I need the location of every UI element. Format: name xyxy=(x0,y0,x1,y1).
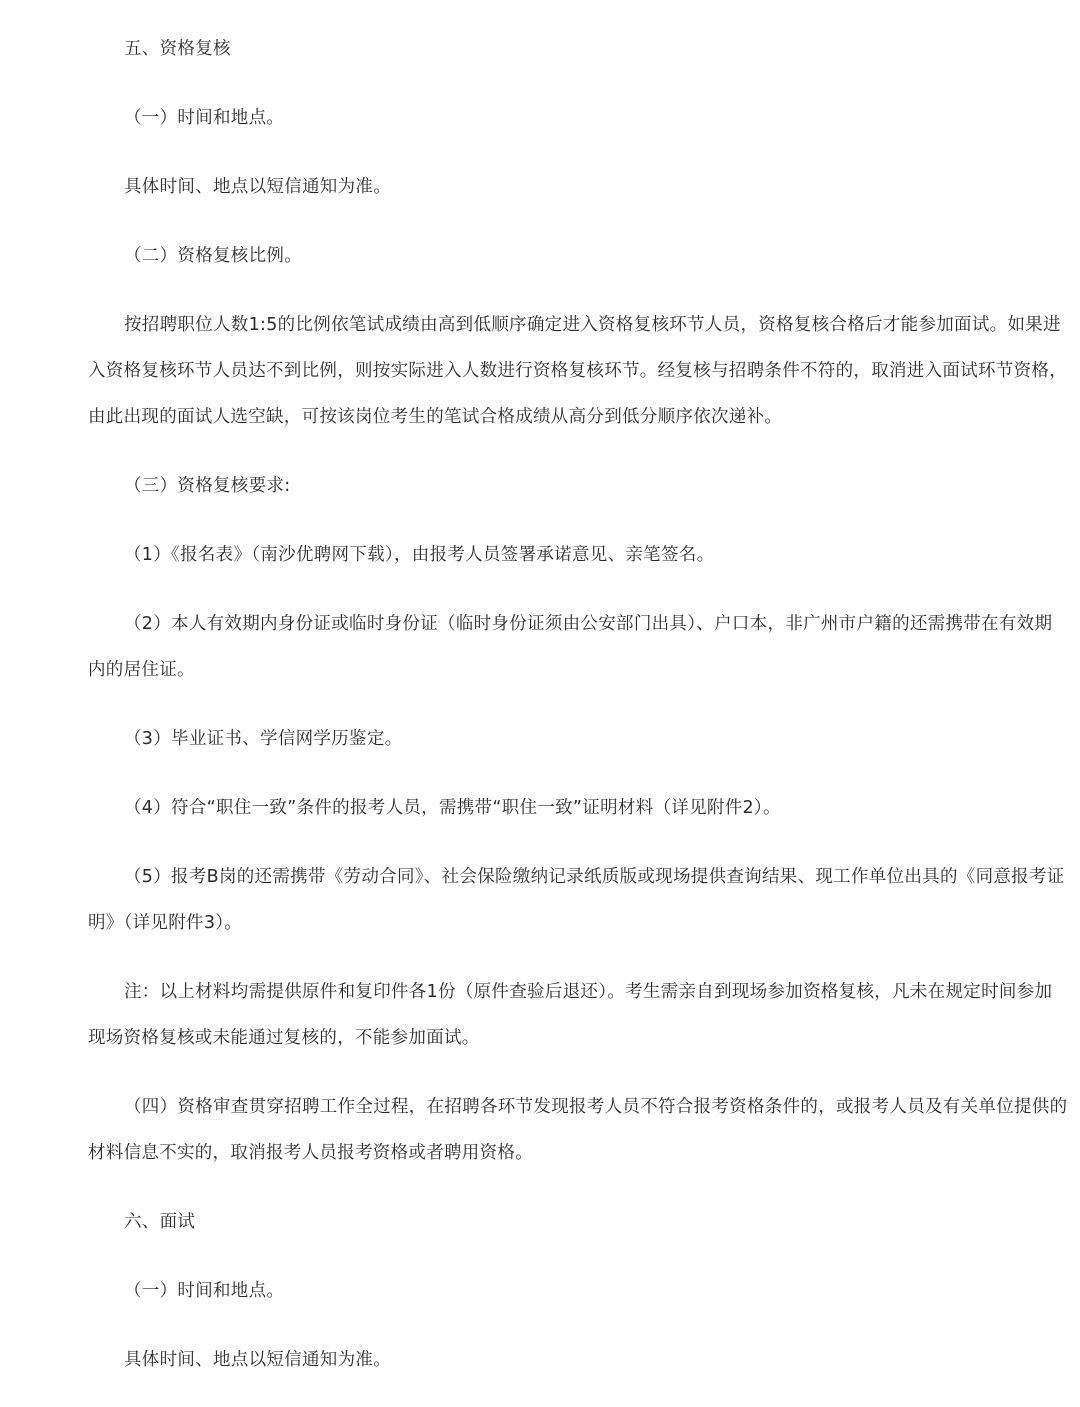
subheading-review-ratio: （二）资格复核比例。 xyxy=(124,246,302,266)
subheading-time-place: （一）时间和地点。 xyxy=(124,108,285,128)
section-heading-interview: 六、面试 xyxy=(124,1212,196,1232)
subheading-interview-time-place: （一）时间和地点。 xyxy=(124,1281,285,1301)
paragraph-time-place-notice: 具体时间、地点以短信通知为准。 xyxy=(124,177,391,197)
list-item-1: （1）《报名表》（南沙优聘网下载），由报考人员签署承诺意见、亲笔签名。 xyxy=(124,545,715,565)
list-item-3: （3）毕业证书、学信网学历鉴定。 xyxy=(124,729,403,749)
paragraph-note: 注：以上材料均需提供原件和复印件各1份（原件查验后退还）。考生需亲自到现场参加资格复核，凡未在规定时间参加现场资格复核或未能通过复核的，不能参加面试。 xyxy=(88,982,1053,1048)
section-heading-qualification-review: 五、资格复核 xyxy=(124,39,231,59)
list-item-4: （4）符合“职住一致”条件的报考人员，需携带“职住一致”证明材料（详见附件2）。 xyxy=(124,798,781,818)
subheading-review-requirements: （三）资格复核要求: xyxy=(124,476,291,496)
list-item-2: （2）本人有效期内身份证或临时身份证（临时身份证须由公安部门出具）、户口本，非广州市户籍的还需携带在有效期内的居住证。 xyxy=(88,614,1053,680)
paragraph-interview-notice: 具体时间、地点以短信通知为准。 xyxy=(124,1350,391,1370)
paragraph-review-ratio: 按招聘职位人数1:5的比例依笔试成绩由高到低顺序确定进入资格复核环节人员，资格复核合格后才能参加面试。如果进入资格复核环节人员达不到比例，则按实际进入人数进行资格复核环节。经复核与招聘条件不符的，取消进入面试环节资格，由此出现的面试人选空缺，可按该岗位考生的笔试合格成绩从高分到低分顺序依次递补。 xyxy=(88,315,1067,427)
list-item-5: （5）报考B岗的还需携带《劳动合同》、社会保险缴纳记录纸质版或现场提供查询结果、现工作单位出具的《同意报考证明》（详见附件3）。 xyxy=(88,867,1065,933)
subheading-review-throughout: （四）资格审查贯穿招聘工作全过程，在招聘各环节发现报考人员不符合报考资格条件的，或报考人员及有关单位提供的材料信息不实的，取消报考人员报考资格或者聘用资格。 xyxy=(88,1097,1068,1163)
